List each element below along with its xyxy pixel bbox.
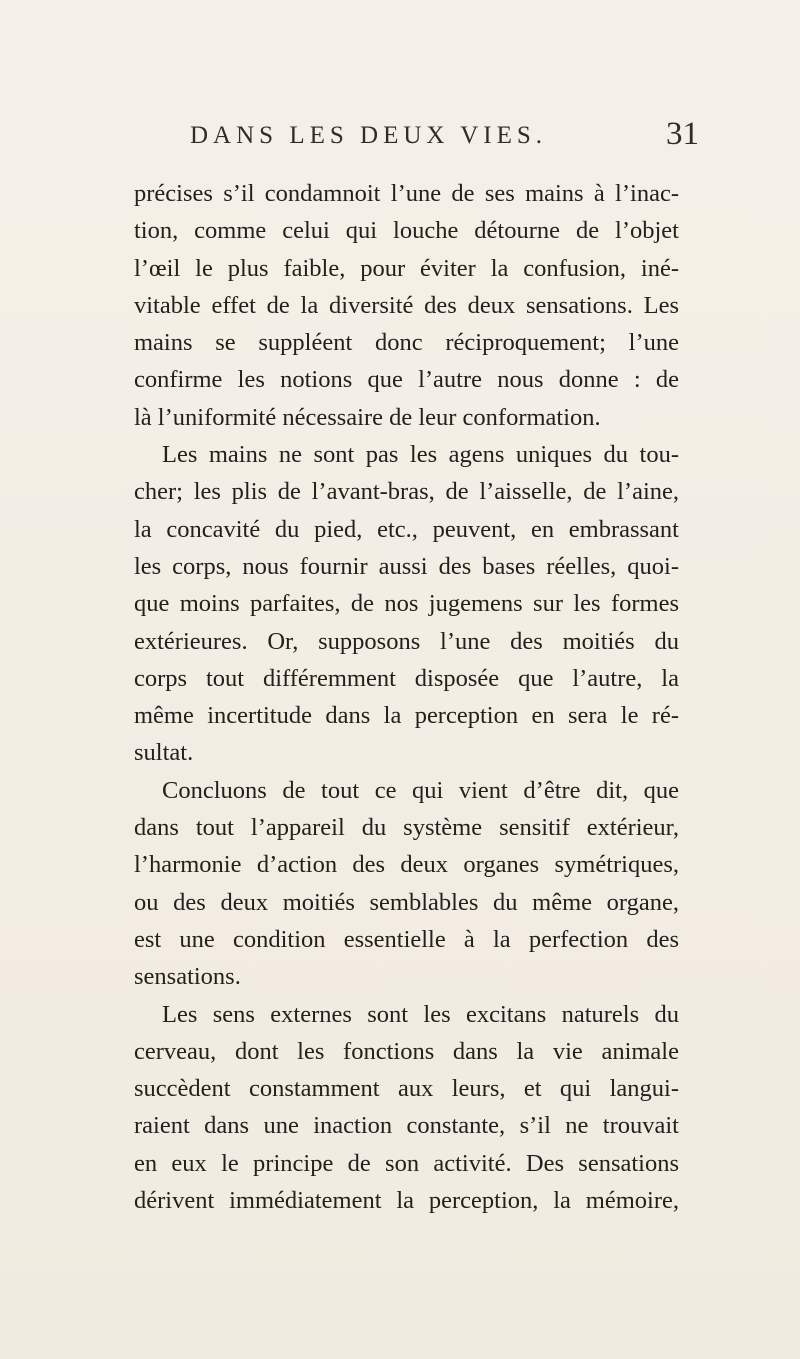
text-line: sultat.	[134, 739, 194, 767]
text-line: confirme les notions que l’autre nous donne : de	[134, 366, 679, 394]
text-line: que moins parfaites, de nos jugemens sur les formes	[134, 590, 679, 618]
text-line: précises s’il condamnoit l’une de ses mains à l’inac-	[134, 180, 679, 207]
text-line: succèdent constamment aux leurs, et qui langui-	[134, 1075, 679, 1103]
text-line: les corps, nous fournir aussi des bases réelles, quoi-	[134, 552, 679, 580]
text-line: ou des deux moitiés semblables du même organe,	[134, 888, 679, 916]
text-line: la concavité du pied, etc., peuvent, en embrassant	[134, 515, 679, 543]
text-line: cerveau, dont les fonctions dans la vie animale	[134, 1037, 679, 1065]
text-line: là l’uniformité nécessaire de leur conformation.	[134, 403, 601, 431]
text-line: tion, comme celui qui louche détourne de l’objet	[134, 217, 679, 245]
text-line: vitable effet de la diversité des deux sensations. Les	[134, 291, 679, 319]
text-line: Concluons de tout ce qui vient d’être dit, que	[162, 776, 679, 804]
text-line: est une condition essentielle à la perfection des	[134, 925, 679, 953]
page-header	[0, 116, 800, 162]
text-line: extérieures. Or, supposons l’une des moitiés du	[134, 627, 679, 655]
text-line: Les mains ne sont pas les agens uniques du tou-	[162, 441, 679, 469]
text-line: même incertitude dans la perception en sera le ré-	[134, 702, 679, 730]
text-line: dans tout l’appareil du système sensitif extérieur,	[134, 814, 679, 842]
text-line: l’harmonie d’action des deux organes symétriques,	[134, 851, 679, 879]
text-line: sensations.	[134, 963, 241, 991]
text-line: mains se suppléent donc réciproquement; l’une	[134, 329, 679, 357]
text-line: corps tout différemment disposée que l’autre, la	[134, 664, 679, 692]
text-line: raient dans une inaction constante, s’il ne trouvait	[134, 1112, 679, 1140]
text-line: en eux le principe de son activité. Des sensations	[134, 1149, 679, 1177]
text-line: cher; les plis de l’avant-bras, de l’aisselle, de l’aine,	[134, 478, 679, 506]
text-line: Les sens externes sont les excitans naturels du	[162, 1000, 679, 1028]
body-text	[134, 175, 679, 1219]
text-line: l’œil le plus faible, pour éviter la confusion, iné-	[134, 254, 679, 282]
page-number: 31	[666, 116, 699, 152]
running-title: DANS LES DEUX VIES.	[190, 122, 548, 149]
text-line: dérivent immédiatement la perception, la mémoire,	[134, 1187, 679, 1215]
